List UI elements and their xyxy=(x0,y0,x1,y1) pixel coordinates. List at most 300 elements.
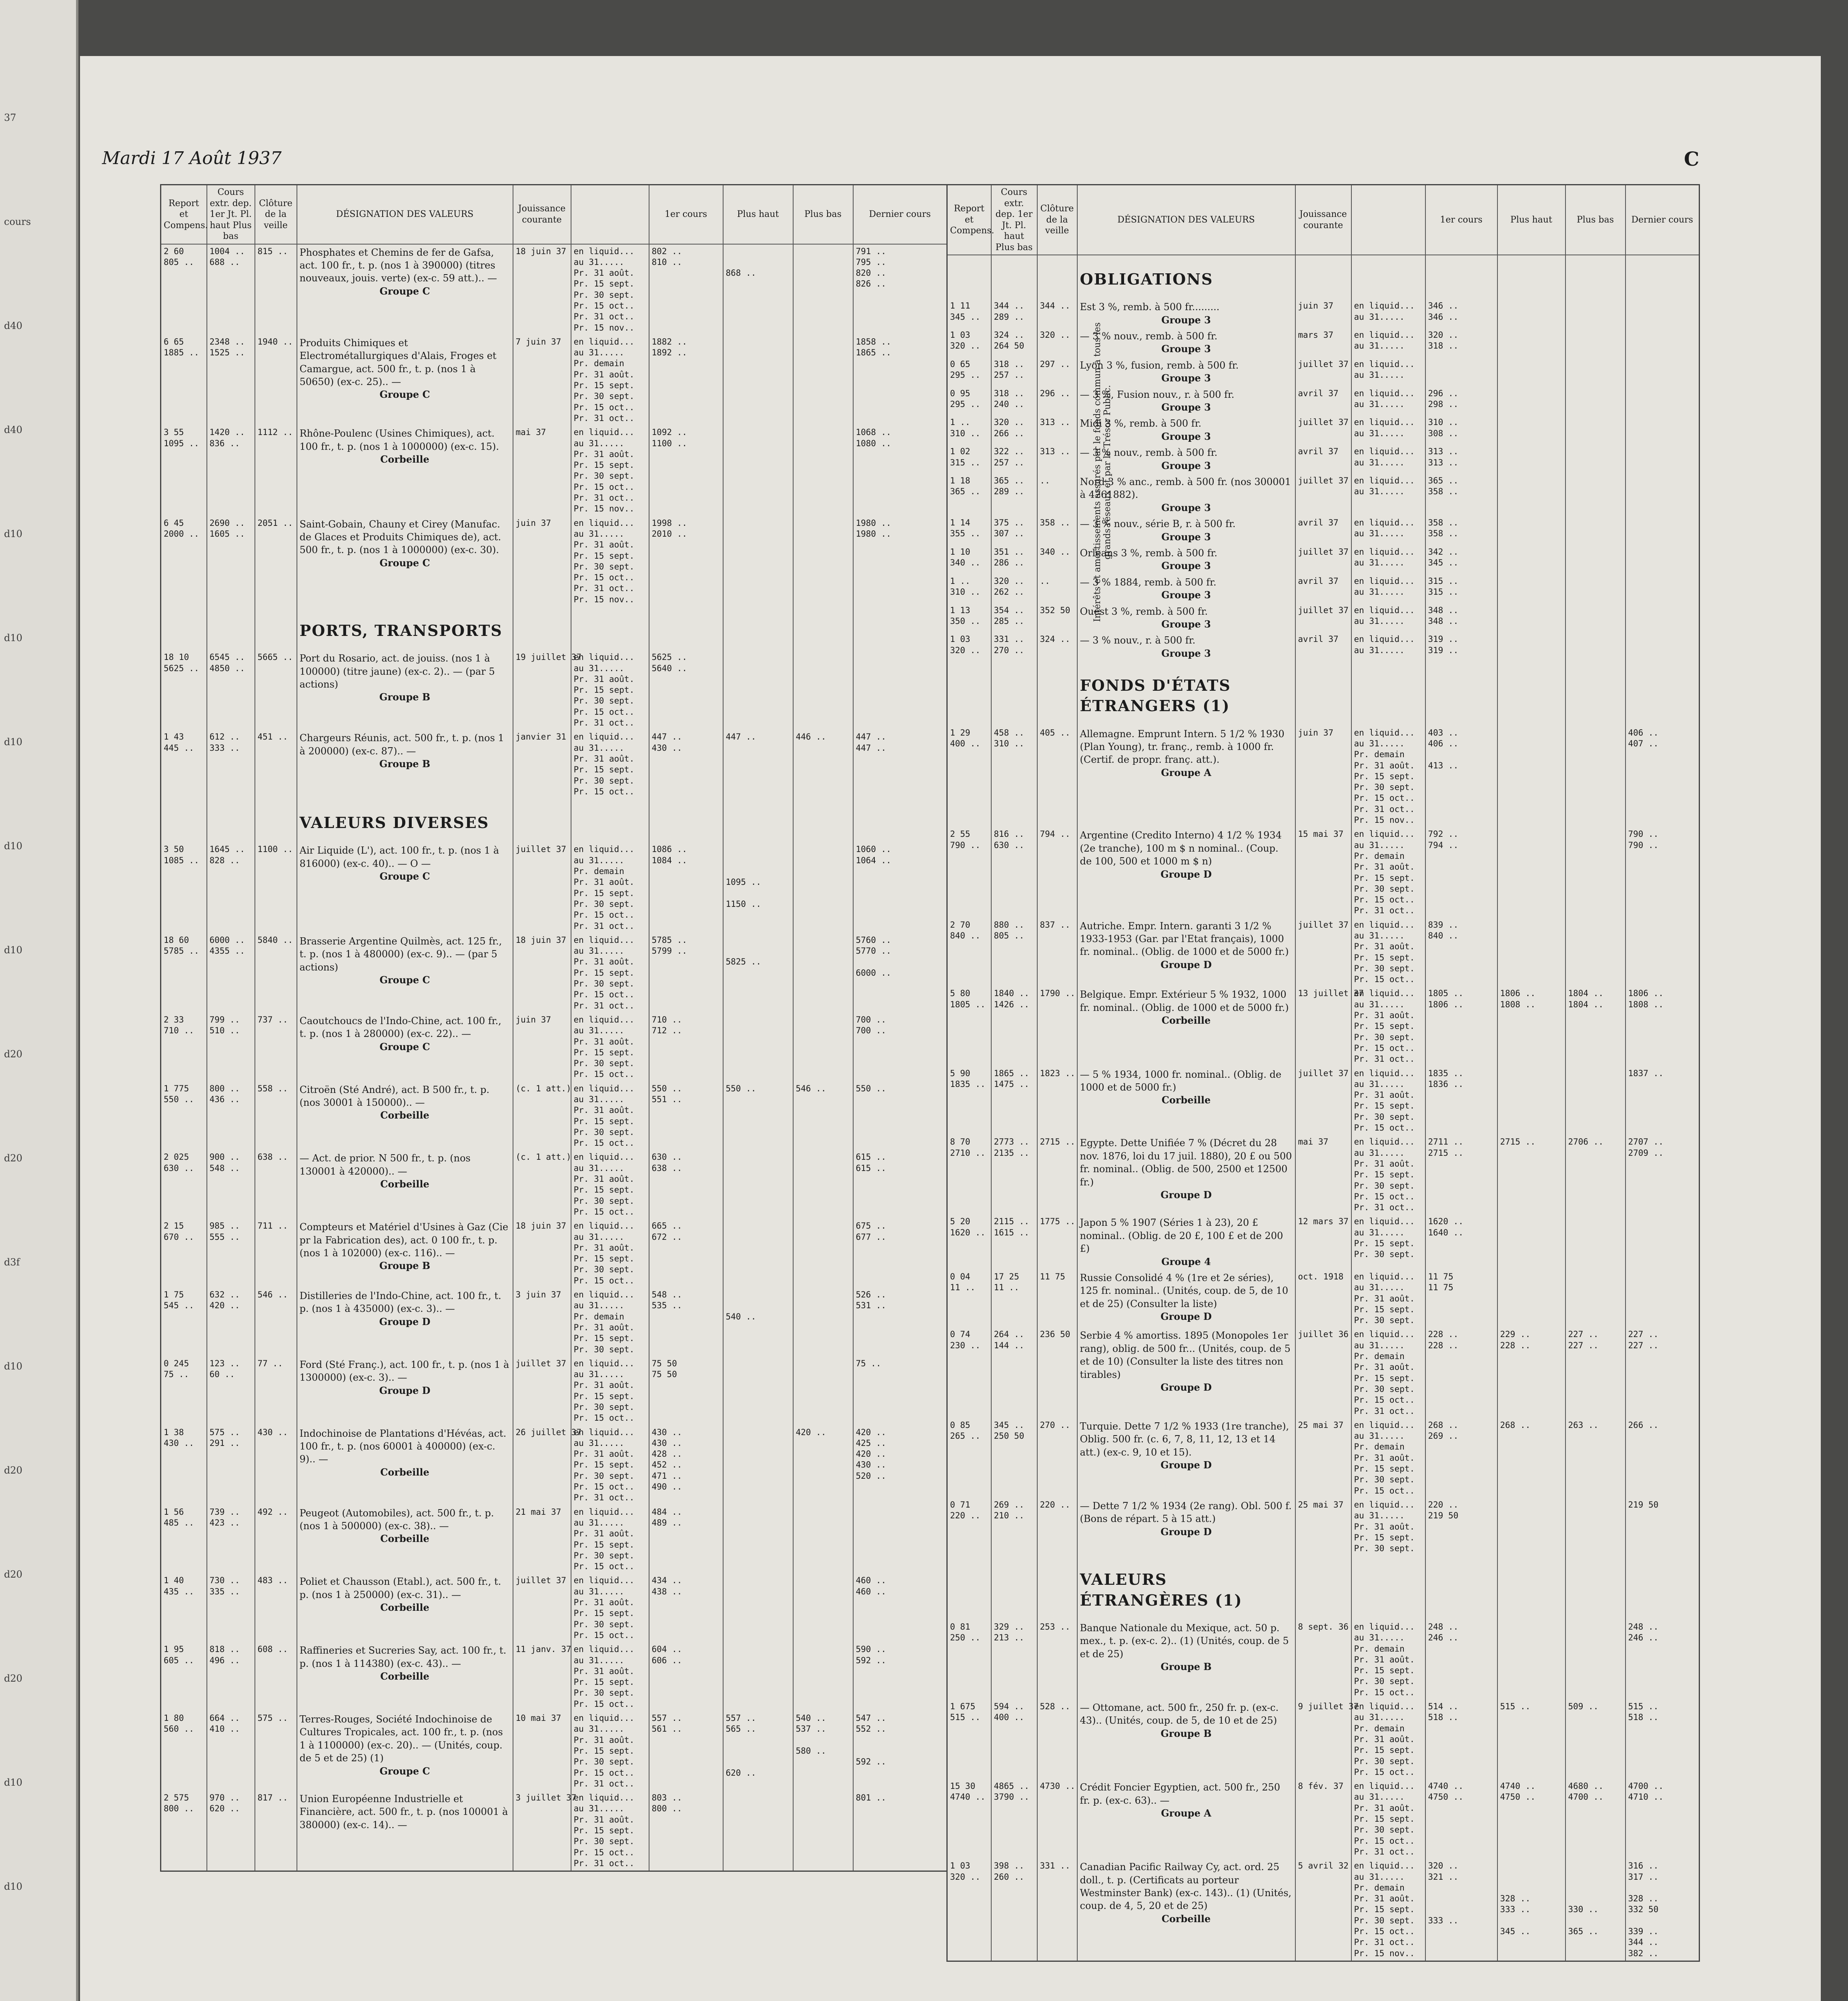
security-name: Chargeurs Réunis, act. 500 fr., t. p. (nos 1 à 200000) (ex-c. 87).. — xyxy=(299,732,504,757)
designation-cell xyxy=(297,1288,513,1357)
empty-cell xyxy=(1351,662,1425,726)
first-price-cell: 710 .. 712 .. xyxy=(649,1013,723,1082)
designation-cell xyxy=(297,933,513,1013)
extremes-cell: 264 .. 144 .. xyxy=(991,1327,1037,1418)
last-price-cell: 615 .. 615 .. xyxy=(853,1150,947,1219)
section-title: VALEURS ÉTRANGÈRES (1) xyxy=(1080,1570,1243,1609)
low-price-cell xyxy=(1565,415,1626,445)
report-cell: 1 .. 310 .. xyxy=(947,415,991,445)
security-row xyxy=(947,1067,1700,1135)
security-name: Phosphates et Chemins de fer de Gafsa, act. 100 fr., t. p. (nos 1 à 390000) (titres nouveaux, jouis. verte) (ex-c. 59 att.).. — xyxy=(299,247,497,284)
settlement-terms-cell: en liquid... au 31..... Pr. demain Pr. 31 août. Pr. 15 sept. Pr. 30 sept. Pr. 15 oct.. Pr. 31 oct.. xyxy=(1351,827,1425,918)
high-price-cell xyxy=(1497,632,1565,662)
low-price-cell xyxy=(793,842,853,933)
jouissance-cell: (c. 1 att.) xyxy=(513,1150,571,1219)
empty-cell xyxy=(1497,662,1565,726)
empty-cell xyxy=(1425,1556,1497,1620)
cloture-cell: .. xyxy=(1037,574,1077,604)
empty-cell xyxy=(1565,662,1626,726)
group-label: Corbeille xyxy=(380,1670,429,1682)
last-price-cell xyxy=(1626,387,1700,416)
cloture-cell: 313 .. xyxy=(1037,415,1077,445)
first-price-cell: 802 .. 810 .. xyxy=(649,244,723,335)
col-blank xyxy=(1351,185,1425,255)
first-price-cell: 248 .. 246 .. xyxy=(1425,1620,1497,1700)
jouissance-cell: juin 37 xyxy=(1295,726,1351,828)
cloture-cell: 344 .. xyxy=(1037,299,1077,328)
designation-cell xyxy=(1077,1418,1295,1498)
settlement-terms-cell: en liquid... au 31..... xyxy=(1351,545,1425,574)
report-cell: 1 75 545 .. xyxy=(161,1288,207,1357)
report-cell: 0 74 230 .. xyxy=(947,1327,991,1418)
jouissance-cell: oct. 1918 xyxy=(1295,1270,1351,1327)
empty-cell xyxy=(1626,662,1700,726)
group-label: Groupe D xyxy=(1161,1311,1212,1323)
last-price-cell xyxy=(1626,574,1700,604)
empty-cell xyxy=(1425,255,1497,299)
empty-cell xyxy=(1565,255,1626,299)
cloture-cell: 4730 .. xyxy=(1037,1779,1077,1859)
cloture-cell: 546 .. xyxy=(255,1288,297,1357)
last-price-cell: 266 .. xyxy=(1626,1418,1700,1498)
first-price-cell: 315 .. 315 .. xyxy=(1425,574,1497,604)
high-price-cell: 2715 .. xyxy=(1497,1135,1565,1215)
first-price-cell: 310 .. 308 .. xyxy=(1425,415,1497,445)
gutter-fragment: d20 xyxy=(4,1465,22,1476)
empty-cell xyxy=(1626,255,1700,299)
last-price-cell xyxy=(1626,445,1700,474)
high-price-cell: 328 .. 333 .. 345 .. xyxy=(1497,1859,1565,1961)
group-label: Groupe D xyxy=(1161,1526,1212,1538)
report-cell: 8 70 2710 .. xyxy=(947,1135,991,1215)
cloture-cell: 296 .. xyxy=(1037,387,1077,416)
jouissance-cell: juillet 37 xyxy=(1295,357,1351,387)
group-label: Corbeille xyxy=(380,1466,429,1478)
col-blank xyxy=(571,185,649,244)
last-price-cell xyxy=(1626,415,1700,445)
settlement-terms-cell: en liquid... au 31..... Pr. 31 août. Pr. 15 sept. Pr. 30 sept. Pr. 15 oct.. xyxy=(571,1219,649,1288)
report-cell: 3 55 1095 .. xyxy=(161,425,207,516)
cloture-cell: 297 .. xyxy=(1037,357,1077,387)
security-name: Peugeot (Automobiles), act. 500 fr., t. p. (nos 1 à 500000) (ex-c. 38).. — xyxy=(299,1507,494,1532)
security-name: Citroën (Sté André), act. B 500 fr., t. p. (nos 30001 à 150000).. — xyxy=(299,1084,489,1109)
security-name: — Dette 7 1/2 % 1934 (2e rang). Obl. 500 f. (Bons de répart. 5 à 15 att.) xyxy=(1080,1500,1292,1525)
empty-cell xyxy=(723,607,793,650)
last-price-cell: 1060 .. 1064 .. xyxy=(853,842,947,933)
report-cell: 0 95 295 .. xyxy=(947,387,991,416)
report-cell: 18 10 5625 .. xyxy=(161,650,207,730)
empty-cell xyxy=(947,662,991,726)
settlement-terms-cell: en liquid... au 31..... xyxy=(1351,357,1425,387)
report-cell: 6 45 2000 .. xyxy=(161,516,207,607)
low-price-cell xyxy=(793,1791,853,1871)
extremes-cell: 123 .. 60 .. xyxy=(207,1357,255,1426)
section-heading-row xyxy=(161,607,947,650)
last-price-cell: 75 .. xyxy=(853,1357,947,1426)
high-price-cell xyxy=(723,1791,793,1871)
settlement-terms-cell: en liquid... au 31..... Pr. 31 août. Pr. 15 sept. Pr. 30 sept. Pr. 15 oct.. Pr. 31 oct.. xyxy=(1351,1135,1425,1215)
security-row xyxy=(947,357,1700,387)
extremes-cell: 331 .. 270 .. xyxy=(991,632,1037,662)
low-price-cell xyxy=(793,1574,853,1642)
settlement-terms-cell: en liquid... au 31..... xyxy=(1351,474,1425,516)
cloture-cell: 1775 .. xyxy=(1037,1215,1077,1270)
report-cell: 1 80 560 .. xyxy=(161,1711,207,1791)
high-price-cell xyxy=(1497,445,1565,474)
empty-cell xyxy=(1295,255,1351,299)
designation-cell xyxy=(1077,1620,1295,1700)
low-price-cell xyxy=(793,335,853,425)
group-label: Groupe 3 xyxy=(1161,343,1211,355)
cloture-cell: 575 .. xyxy=(255,1711,297,1791)
first-price-cell: 342 .. 345 .. xyxy=(1425,545,1497,574)
high-price-cell xyxy=(1497,1620,1565,1700)
security-name: Egypte. Dette Unifiée 7 % (Décret du 28 nov. 1876, loi du 17 juil. 1880), 20 £ ou 500 fr. nominal.. (Oblig. de 500, 2500 et 12500 fr.) xyxy=(1080,1137,1292,1188)
jouissance-cell: avril 37 xyxy=(1295,574,1351,604)
settlement-terms-cell: en liquid... au 31..... Pr. 31 août. Pr. 15 sept. Pr. 30 sept. xyxy=(1351,1270,1425,1327)
extremes-cell: 2115 .. 1615 .. xyxy=(991,1215,1037,1270)
settlement-terms-cell: en liquid... au 31..... Pr. 31 août. Pr. 15 sept. Pr. 30 sept. Pr. 15 oct.. xyxy=(571,1013,649,1082)
settlement-terms-cell: en liquid... au 31..... Pr. 31 août. Pr. 15 sept. Pr. 30 sept. Pr. 15 oct.. xyxy=(1351,1067,1425,1135)
section-heading-row xyxy=(947,1556,1700,1620)
extremes-cell: 324 .. 264 50 xyxy=(991,328,1037,357)
designation-cell xyxy=(297,650,513,730)
report-cell: 6 65 1885 .. xyxy=(161,335,207,425)
gutter-fragment: d20 xyxy=(4,1049,22,1060)
section-heading-row xyxy=(161,799,947,842)
extremes-cell: 985 .. 555 .. xyxy=(207,1219,255,1288)
empty-cell xyxy=(207,607,255,650)
gutter-fragment: d10 xyxy=(4,528,22,539)
first-price-cell: 365 .. 358 .. xyxy=(1425,474,1497,516)
cloture-cell: 608 .. xyxy=(255,1642,297,1711)
cloture-cell: 77 .. xyxy=(255,1357,297,1426)
extremes-cell: 4865 .. 3790 .. xyxy=(991,1779,1037,1859)
cloture-cell: 340 .. xyxy=(1037,545,1077,574)
low-price-cell xyxy=(1565,827,1626,918)
empty-cell xyxy=(513,799,571,842)
settlement-terms-cell: en liquid... au 31..... Pr. 31 août. Pr. 15 sept. Pr. 30 sept. Pr. 15 oct.. xyxy=(571,1642,649,1711)
high-price-cell xyxy=(1497,357,1565,387)
designation-cell xyxy=(297,335,513,425)
security-row xyxy=(947,918,1700,987)
last-price-cell xyxy=(1626,328,1700,357)
high-price-cell: 229 .. 228 .. xyxy=(1497,1327,1565,1418)
cloture-cell: 528 .. xyxy=(1037,1700,1077,1779)
first-price-cell: 5625 .. 5640 .. xyxy=(649,650,723,730)
settlement-terms-cell: en liquid... au 31..... Pr. demain Pr. 31 août. Pr. 15 sept. Pr. 30 sept. Pr. 15 oct.. Pr. 31 oct.. xyxy=(571,335,649,425)
security-row xyxy=(161,1642,947,1711)
group-label: Groupe C xyxy=(379,557,430,569)
first-price-cell: 320 .. 321 .. 333 .. xyxy=(1425,1859,1497,1961)
report-cell: 2 55 790 .. xyxy=(947,827,991,918)
security-row xyxy=(161,1013,947,1082)
low-price-cell xyxy=(793,650,853,730)
security-name: Serbie 4 % amortiss. 1895 (Monopoles 1er rang), oblig. de 500 fr... (Unités, coup. de 5 et de 10) (Consulter la liste des titres non tirables) xyxy=(1080,1330,1291,1380)
empty-cell xyxy=(1497,1556,1565,1620)
high-price-cell: 1806 .. 1808 .. xyxy=(1497,986,1565,1066)
designation-cell xyxy=(1077,827,1295,918)
settlement-terms-cell: en liquid... au 31..... Pr. 31 août. Pr. 15 sept. Pr. 30 sept. Pr. 15 oct.. xyxy=(1351,918,1425,987)
empty-cell xyxy=(1351,255,1425,299)
designation-cell xyxy=(1077,1135,1295,1215)
settlement-terms-cell: en liquid... au 31..... Pr. demain Pr. 31 août. Pr. 15 sept. Pr. 30 sept. Pr. 15 oct.. Pr. 31 oct.. Pr. 15 nov.. xyxy=(1351,1859,1425,1961)
jouissance-cell: janvier 31 xyxy=(513,730,571,799)
first-price-cell: 792 .. 794 .. xyxy=(1425,827,1497,918)
low-price-cell xyxy=(1565,357,1626,387)
security-name: Canadian Pacific Railway Cy, act. ord. 25 doll., t. p. (Certificats au porteur Westminster Bank) (ex-c. 143).. (1) (Unités, coup. de 4, 5, 20 et de 25) xyxy=(1080,1861,1292,1912)
jouissance-cell: juillet 36 xyxy=(1295,1327,1351,1418)
settlement-terms-cell: en liquid... au 31..... Pr. 31 août. Pr. 15 sept. Pr. 30 sept. Pr. 15 oct.. xyxy=(571,1357,649,1426)
high-price-cell xyxy=(723,516,793,607)
security-name: — Ottomane, act. 500 fr., 250 fr. p. (ex-c. 43).. (Unités, coup. de 5, de 10 et de 25) xyxy=(1080,1702,1279,1726)
low-price-cell xyxy=(1565,632,1626,662)
settlement-terms-cell: en liquid... au 31..... xyxy=(1351,574,1425,604)
empty-cell xyxy=(161,799,207,842)
empty-cell xyxy=(1295,1556,1351,1620)
empty-cell xyxy=(513,607,571,650)
security-name: Argentine (Credito Interno) 4 1/2 % 1934 (2e tranche), 100 m $ n nominal.. (Coup. de 100, 500 et 1000 m $ n) xyxy=(1080,830,1282,867)
cloture-cell: 270 .. xyxy=(1037,1418,1077,1498)
settlement-terms-cell: en liquid... au 31..... xyxy=(1351,632,1425,662)
left-quotation-table xyxy=(160,184,948,1872)
cloture-cell: 324 .. xyxy=(1037,632,1077,662)
report-cell: 1 38 430 .. xyxy=(161,1426,207,1505)
jouissance-cell: juillet 37 xyxy=(1295,474,1351,516)
extremes-cell: 354 .. 285 .. xyxy=(991,604,1037,633)
section-title: FONDS D'ÉTATS ÉTRANGERS (1) xyxy=(1080,676,1231,715)
settlement-terms-cell: en liquid... au 31..... Pr. 31 août. Pr. 15 sept. Pr. 30 sept. Pr. 15 oct.. Pr. 31 oct.. Pr. 15 nov.. xyxy=(571,425,649,516)
security-row xyxy=(947,632,1700,662)
jouissance-cell: juillet 37 xyxy=(513,1574,571,1642)
cloture-cell: 492 .. xyxy=(255,1505,297,1574)
designation-cell xyxy=(297,1426,513,1505)
col-premier: 1er cours xyxy=(649,185,723,244)
extremes-cell: 1865 .. 1475 .. xyxy=(991,1067,1037,1135)
security-name: — 3 % 1884, remb. à 500 fr. xyxy=(1080,576,1217,588)
group-label: Groupe 3 xyxy=(1161,401,1211,413)
security-row xyxy=(161,933,947,1013)
high-price-cell xyxy=(1497,918,1565,987)
high-price-cell xyxy=(723,1426,793,1505)
last-price-cell: 1980 .. 1980 .. xyxy=(853,516,947,607)
low-price-cell: 1804 .. 1804 .. xyxy=(1565,986,1626,1066)
group-label: Groupe D xyxy=(1161,1381,1212,1393)
group-label: Groupe 3 xyxy=(1161,372,1211,384)
security-name: Produits Chimiques et Electrométallurgiques d'Alais, Froges et Camargue, act. 500 fr., t. p. (nos 1 à 50650) (ex-c. 25).. — xyxy=(299,337,497,388)
group-label: Corbeille xyxy=(380,1602,429,1614)
cloture-cell: 405 .. xyxy=(1037,726,1077,828)
extremes-cell: 730 .. 335 .. xyxy=(207,1574,255,1642)
cloture-cell: 1940 .. xyxy=(255,335,297,425)
last-price-cell: 1858 .. 1865 .. xyxy=(853,335,947,425)
last-price-cell: 1837 .. xyxy=(1626,1067,1700,1135)
jouissance-cell: 5 avril 32 xyxy=(1295,1859,1351,1961)
designation-cell xyxy=(297,1574,513,1642)
designation-cell xyxy=(297,842,513,933)
extremes-cell: 269 .. 210 .. xyxy=(991,1498,1037,1556)
report-cell: 1 29 400 .. xyxy=(947,726,991,828)
security-name: — 3 % nouv., série B, r. à 500 fr. xyxy=(1080,518,1236,530)
group-label: Corbeille xyxy=(1161,1015,1211,1027)
gutter-fragment: d10 xyxy=(4,1777,22,1788)
jouissance-cell: 21 mai 37 xyxy=(513,1505,571,1574)
first-price-cell: 1620 .. 1640 .. xyxy=(1425,1215,1497,1270)
adjacent-page-margin xyxy=(0,0,78,2001)
empty-cell xyxy=(853,799,947,842)
report-cell: 2 575 800 .. xyxy=(161,1791,207,1871)
high-price-cell xyxy=(1497,1270,1565,1327)
jouissance-cell: 13 juillet 37 xyxy=(1295,986,1351,1066)
first-price-cell: 1998 .. 2010 .. xyxy=(649,516,723,607)
low-price-cell: 4680 .. 4700 .. xyxy=(1565,1779,1626,1859)
security-name: Russie Consolidé 4 % (1re et 2e séries), 125 fr. nominal.. (Unités, coup. de 5, de 10 et de 25) (Consulter la liste) xyxy=(1080,1272,1289,1309)
gutter-fragment: d3f xyxy=(4,1257,20,1268)
cloture-cell: 794 .. xyxy=(1037,827,1077,918)
last-price-cell xyxy=(1626,918,1700,987)
security-row xyxy=(947,1418,1700,1498)
empty-cell xyxy=(571,799,649,842)
designation-cell xyxy=(1077,918,1295,987)
page-date: Mardi 17 Août 1937 xyxy=(102,148,282,168)
first-price-cell: 403 .. 406 .. 413 .. xyxy=(1425,726,1497,828)
group-label: Groupe D xyxy=(1161,958,1212,970)
security-row xyxy=(947,1779,1700,1859)
col-jouissance: Jouissance courante xyxy=(513,185,571,244)
empty-cell xyxy=(991,662,1037,726)
jouissance-cell: avril 37 xyxy=(1295,632,1351,662)
designation-cell xyxy=(1077,1270,1295,1327)
report-cell: 1 11 345 .. xyxy=(947,299,991,328)
first-price-cell: 11 75 11 75 xyxy=(1425,1270,1497,1327)
col-dernier: Dernier cours xyxy=(1626,185,1700,255)
gutter-fragment: d10 xyxy=(4,632,22,644)
cloture-cell: 253 .. xyxy=(1037,1620,1077,1700)
cloture-cell: 1790 .. xyxy=(1037,986,1077,1066)
cloture-cell: 2051 .. xyxy=(255,516,297,607)
empty-cell xyxy=(1425,662,1497,726)
security-row xyxy=(947,328,1700,357)
last-price-cell: 550 .. xyxy=(853,1082,947,1151)
security-name: — 3 % nouv., r. à 500 fr. xyxy=(1080,635,1196,646)
side-note: Intérêts et amortissements assurés par le fonds commun à tous les grands réseaux et par le Trésor Public. xyxy=(1092,322,1112,622)
security-row xyxy=(161,1150,947,1219)
group-label: Corbeille xyxy=(380,1533,429,1545)
jouissance-cell: juin 37 xyxy=(513,516,571,607)
jouissance-cell: juin 37 xyxy=(1295,299,1351,328)
low-price-cell xyxy=(1565,918,1626,987)
last-price-cell: 526 .. 531 .. xyxy=(853,1288,947,1357)
security-name: — 3 % nouv., remb. à 500 fr. xyxy=(1080,331,1218,342)
low-price-cell xyxy=(1565,445,1626,474)
high-price-cell xyxy=(1497,1215,1565,1270)
security-name: Est 3 %, remb. à 500 fr......... xyxy=(1080,301,1220,313)
report-cell: 0 71 220 .. xyxy=(947,1498,991,1556)
security-name: Terres-Rouges, Société Indochinoise de Cultures Tropicales, act. 100 fr., t. p. (nos 1 à 1100000) (ex-c. 20).. — (Unités, coup. de 5 et de 25) (1) xyxy=(299,1714,503,1764)
empty-cell xyxy=(649,799,723,842)
cloture-cell: 331 .. xyxy=(1037,1859,1077,1961)
extremes-cell: 1645 .. 828 .. xyxy=(207,842,255,933)
low-price-cell xyxy=(1565,1498,1626,1556)
security-row xyxy=(161,1426,947,1505)
extremes-cell: 816 .. 630 .. xyxy=(991,827,1037,918)
group-label: Corbeille xyxy=(1161,1094,1211,1106)
extremes-cell: 880 .. 805 .. xyxy=(991,918,1037,987)
security-row xyxy=(161,516,947,607)
security-name: Midi 3 %, remb. à 500 fr. xyxy=(1080,418,1202,429)
cloture-cell: 837 .. xyxy=(1037,918,1077,987)
extremes-cell: 398 .. 260 .. xyxy=(991,1859,1037,1961)
col-premier: 1er cours xyxy=(1425,185,1497,255)
security-name: — Act. de prior. N 500 fr., t. p. (nos 130001 à 420000).. — xyxy=(299,1153,471,1177)
empty-cell xyxy=(1351,1556,1425,1620)
cloture-cell: 430 .. xyxy=(255,1426,297,1505)
security-row xyxy=(947,1327,1700,1418)
security-row xyxy=(161,1288,947,1357)
security-name: Rhône-Poulenc (Usines Chimiques), act. 100 fr., t. p. (nos 1 à 1000000) (ex-c. 15). xyxy=(299,428,499,452)
high-price-cell xyxy=(1497,328,1565,357)
cloture-cell: 1823 .. xyxy=(1037,1067,1077,1135)
report-cell: 1 03 320 .. xyxy=(947,328,991,357)
empty-cell xyxy=(255,799,297,842)
last-price-cell: 515 .. 518 .. xyxy=(1626,1700,1700,1779)
low-price-cell xyxy=(793,516,853,607)
gutter-fragment: cours xyxy=(4,216,31,227)
cloture-cell: 1112 .. xyxy=(255,425,297,516)
security-name: Brasserie Argentine Quilmès, act. 125 fr., t. p. (nos 1 à 480000) (ex-c. 9).. — (par 5 actions) xyxy=(299,935,502,973)
group-label: Groupe D xyxy=(1161,1459,1212,1471)
page-letter: C xyxy=(1684,148,1700,170)
last-price-cell: 791 .. 795 .. 820 .. 826 .. xyxy=(853,244,947,335)
empty-cell xyxy=(207,799,255,842)
first-price-cell: 514 .. 518 .. xyxy=(1425,1700,1497,1779)
high-price-cell xyxy=(723,1505,793,1574)
gutter-fragment: d20 xyxy=(4,1153,22,1164)
cloture-cell: 320 .. xyxy=(1037,328,1077,357)
first-price-cell: 75 50 75 50 xyxy=(649,1357,723,1426)
jouissance-cell: 3 juin 37 xyxy=(513,1288,571,1357)
gutter-fragment: d40 xyxy=(4,424,22,435)
designation-cell xyxy=(1077,1700,1295,1779)
settlement-terms-cell: en liquid... au 31..... Pr. 31 août. Pr. 15 sept. Pr. 30 sept. xyxy=(1351,1498,1425,1556)
security-row xyxy=(161,425,947,516)
high-price-cell xyxy=(723,1574,793,1642)
col-report: Report et Compens. xyxy=(161,185,207,244)
security-row xyxy=(947,387,1700,416)
group-label: Groupe 3 xyxy=(1161,647,1211,659)
extremes-cell: 800 .. 436 .. xyxy=(207,1082,255,1151)
group-label: Groupe B xyxy=(379,758,431,770)
empty-cell xyxy=(947,1556,991,1620)
designation-cell xyxy=(297,1082,513,1151)
jouissance-cell: juin 37 xyxy=(513,1013,571,1082)
settlement-terms-cell: en liquid... au 31..... Pr. 31 août. Pr. 15 sept. Pr. 30 sept. Pr. 15 oct.. xyxy=(571,1505,649,1574)
jouissance-cell: 8 sept. 36 xyxy=(1295,1620,1351,1700)
extremes-cell: 2690 .. 1605 .. xyxy=(207,516,255,607)
group-label: Groupe 3 xyxy=(1161,589,1211,601)
low-price-cell: 509 .. xyxy=(1565,1700,1626,1779)
designation-cell xyxy=(1077,986,1295,1066)
high-price-cell xyxy=(723,425,793,516)
settlement-terms-cell: en liquid... au 31..... xyxy=(1351,299,1425,328)
group-label: Groupe D xyxy=(379,1384,431,1396)
jouissance-cell: avril 37 xyxy=(1295,516,1351,545)
security-name: Turquie. Dette 7 1/2 % 1933 (1re tranche), Oblig. 500 fr. (c. 6, 7, 8, 11, 12, 13 et 14 att.) (ex-c. 9, 10 et 15). xyxy=(1080,1420,1289,1458)
gutter-fragment: d20 xyxy=(4,1569,22,1580)
extremes-cell: 6000 .. 4355 .. xyxy=(207,933,255,1013)
designation-cell xyxy=(297,1150,513,1219)
security-row xyxy=(947,1270,1700,1327)
